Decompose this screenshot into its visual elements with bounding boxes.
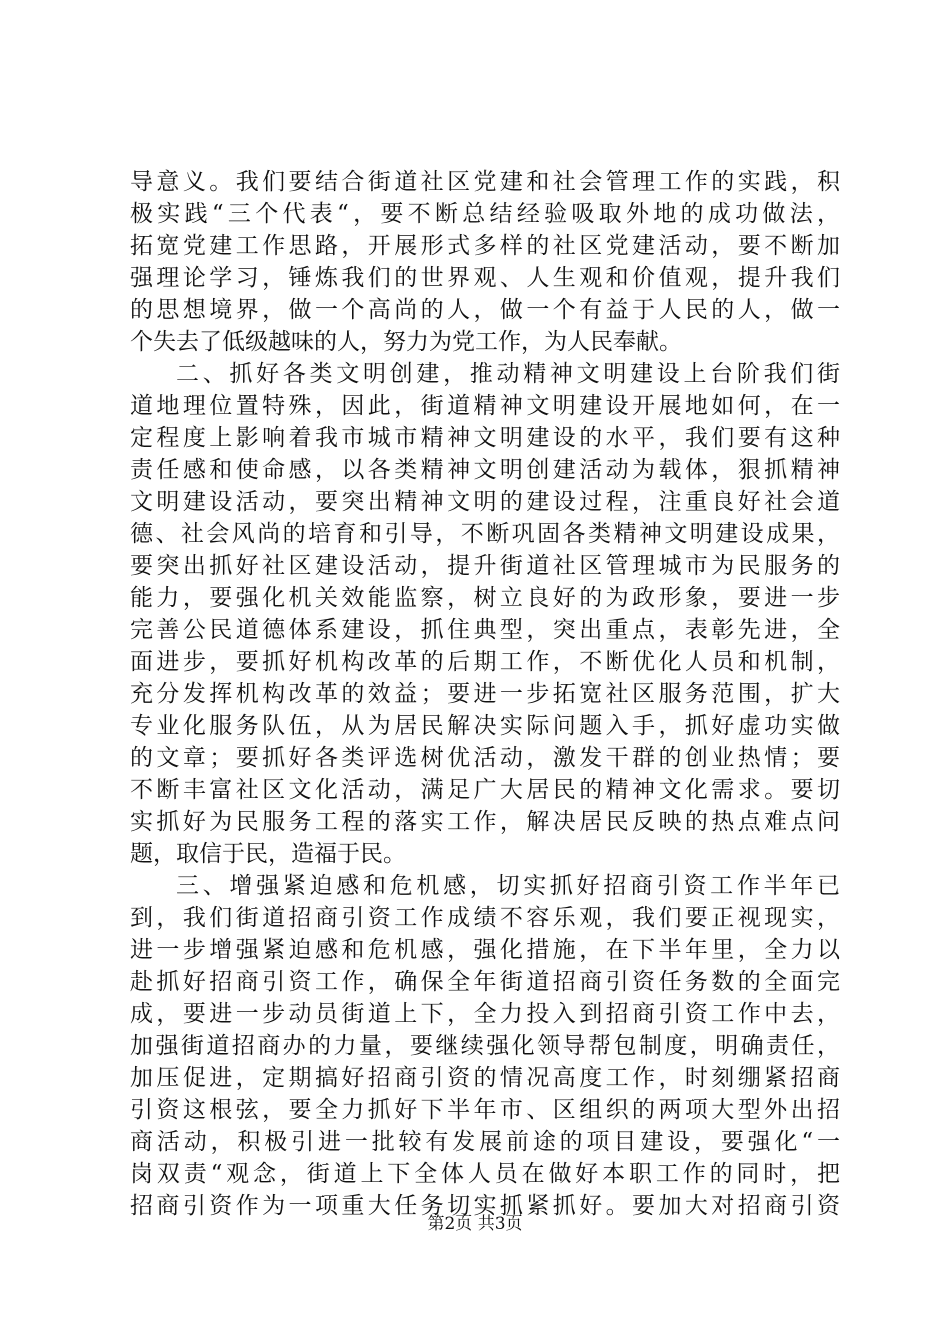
text-line: 完善公民道德体系建设，抓住典型，突出重点，表彰先进，全 [130,617,840,643]
text-line: 要突出抓好社区建设活动，提升街道社区管理城市为民服务的 [130,553,840,579]
text-line: 极实践“三个代表“，要不断总结经验吸取外地的成功做法， [130,201,840,227]
text-line: 专业化服务队伍，从为居民解决实际问题入手，抓好虚功实做 [130,713,840,739]
text-line: 的思想境界，做一个高尚的人，做一个有益于人民的人，做一 [130,297,840,323]
text-line: 成，要进一步动员街道上下，全力投入到招商引资工作中去， [130,1001,840,1027]
text-line: 赴抓好招商引资工作，确保全年街道招商引资任务数的全面完 [130,969,840,995]
text-line: 进一步增强紧迫感和危机感，强化措施，在下半年里，全力以 [130,937,840,963]
text-line: 德、社会风尚的培育和引导，不断巩固各类精神文明建设成果， [130,521,840,547]
text-line: 道地理位置特殊，因此，街道精神文明建设开展地如何，在一 [130,393,840,419]
text-line: 引资这根弦，要全力抓好下半年市、区组织的两项大型外出招 [130,1097,840,1123]
text-line: 加压促进，定期搞好招商引资的情况高度工作，时刻绷紧招商 [130,1065,840,1091]
text-line: 实抓好为民服务工程的落实工作，解决居民反映的热点难点问 [130,809,840,835]
text-line: 强理论学习，锤炼我们的世界观、人生观和价值观，提升我们 [130,265,840,291]
page-footer: 第2页 共3页 [427,1214,523,1234]
text-line: 招商引资作为一项重大任务切实抓紧抓好。要加大对招商引资 [130,1193,840,1219]
text-line: 不断丰富社区文化活动，满足广大居民的精神文化需求。要切 [130,777,840,803]
text-line: 文明建设活动，要突出精神文明的建设过程，注重良好社会道 [130,489,840,515]
text-line: 加强街道招商办的力量，要继续强化领导帮包制度，明确责任， [130,1033,840,1059]
text-line: 责任感和使命感，以各类精神文明创建活动为载体，狠抓精神 [130,457,840,483]
text-line: 定程度上影响着我市城市精神文明建设的水平，我们要有这种 [130,425,840,451]
text-line: 商活动，积极引进一批较有发展前途的项目建设，要强化“一 [130,1129,840,1155]
text-line: 导意义。我们要结合街道社区党建和社会管理工作的实践，积 [130,169,840,195]
text-line: 拓宽党建工作思路，开展形式多样的社区党建活动，要不断加 [130,233,840,259]
text-line: 充分发挥机构改革的效益；要进一步拓宽社区服务范围，扩大 [130,681,840,707]
text-line: 的文章；要抓好各类评选树优活动，激发干群的创业热情；要 [130,745,840,771]
text-line: 面进步，要抓好机构改革的后期工作，不断优化人员和机制， [130,649,840,675]
text-line: 岗双责“观念，街道上下全体人员在做好本职工作的同时，把 [130,1161,840,1187]
text-line: 能力，要强化机关效能监察，树立良好的为政形象，要进一步 [130,585,840,611]
text-line: 到，我们街道招商引资工作成绩不容乐观，我们要正视现实， [130,905,840,931]
paragraph [130,870,840,1222]
paragraph [130,166,840,358]
paragraph [130,358,840,870]
text-line: 三、增强紧迫感和危机感，切实抓好招商引资工作半年已 [176,873,840,899]
text-line: 二、抓好各类文明创建，推动精神文明建设上台阶我们街 [176,361,840,387]
text-line: 题，取信于民，造福于民。 [130,841,406,867]
text-line: 个失去了低级越味的人，努力为党工作，为人民奉献。 [130,329,682,355]
document-body [130,166,840,1222]
